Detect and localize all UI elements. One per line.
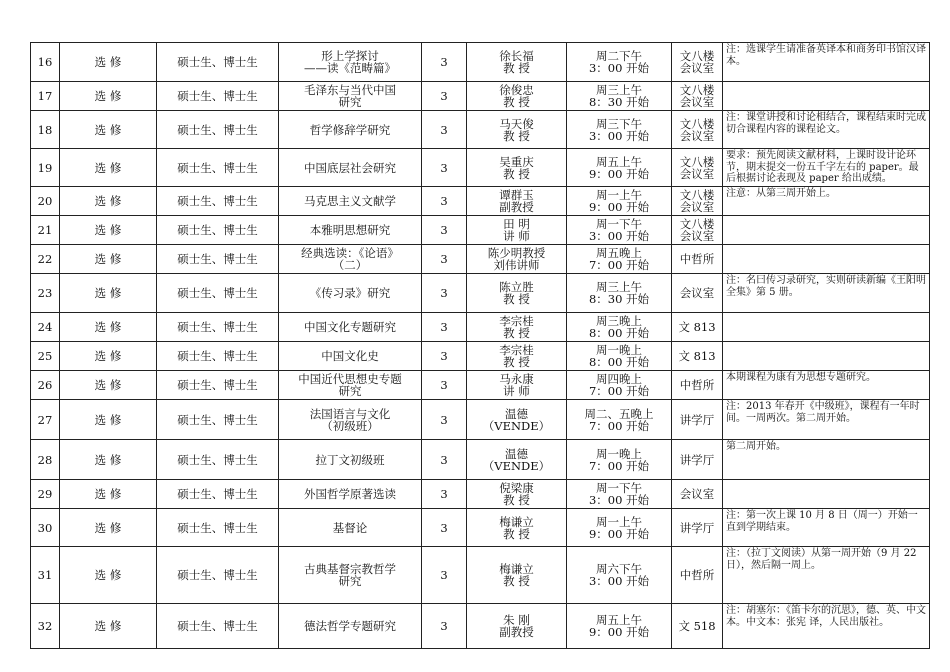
cell-teacher: 谭群玉 副教授	[467, 187, 567, 216]
cell-course-type: 选 修	[60, 111, 157, 149]
cell-time: 周三上午 8：30 开始	[567, 82, 672, 111]
cell-course-type: 选 修	[60, 245, 157, 274]
cell-credits: 3	[422, 440, 467, 480]
cell-credits: 3	[422, 43, 467, 82]
cell-course-name: 中国底层社会研究	[279, 149, 422, 187]
cell-course-type: 选 修	[60, 604, 157, 649]
table-row	[31, 82, 930, 111]
cell-note: 注：胡塞尔：《笛卡尔的沉思》，德、英、中文本。中文本：张宪 译，人民出版社。	[723, 604, 930, 649]
cell-credits: 3	[422, 547, 467, 604]
cell-note: 本期课程为康有为思想专题研究。	[723, 371, 930, 400]
cell-room: 会议室	[672, 274, 723, 313]
cell-credits: 3	[422, 111, 467, 149]
cell-course-type: 选 修	[60, 509, 157, 547]
cell-time: 周一下午 3：00 开始	[567, 480, 672, 509]
cell-row-number: 32	[31, 604, 60, 649]
cell-credits: 3	[422, 274, 467, 313]
cell-teacher: 李宗桂 教 授	[467, 313, 567, 342]
cell-course-type: 选 修	[60, 480, 157, 509]
cell-room: 讲学厅	[672, 440, 723, 480]
cell-teacher: 徐长福 教 授	[467, 43, 567, 82]
table-row	[31, 43, 930, 82]
cell-credits: 3	[422, 313, 467, 342]
cell-note: 注：名曰传习录研究，实则研读新编《王阳明全集》第 5 册。	[723, 274, 930, 313]
cell-course-type: 选 修	[60, 400, 157, 440]
cell-teacher: 梅谦立 教 授	[467, 509, 567, 547]
cell-students: 硕士生、博士生	[157, 149, 279, 187]
cell-time: 周三上午 8：30 开始	[567, 274, 672, 313]
cell-time: 周二、五晚上 7：00 开始	[567, 400, 672, 440]
cell-credits: 3	[422, 82, 467, 111]
cell-row-number: 26	[31, 371, 60, 400]
cell-room: 中哲所	[672, 547, 723, 604]
cell-note	[723, 216, 930, 245]
cell-note: 注：课堂讲授和讨论相结合，课程结束时完成切合课程内容的课程论文。	[723, 111, 930, 149]
cell-credits: 3	[422, 400, 467, 440]
cell-course-type: 选 修	[60, 371, 157, 400]
cell-course-type: 选 修	[60, 313, 157, 342]
cell-students: 硕士生、博士生	[157, 82, 279, 111]
table-row	[31, 313, 930, 342]
cell-room: 文 813	[672, 313, 723, 342]
cell-students: 硕士生、博士生	[157, 342, 279, 371]
cell-credits: 3	[422, 245, 467, 274]
cell-course-name: 中国文化史	[279, 342, 422, 371]
cell-row-number: 20	[31, 187, 60, 216]
cell-credits: 3	[422, 187, 467, 216]
cell-row-number: 31	[31, 547, 60, 604]
table-row	[31, 604, 930, 649]
cell-time: 周六下午 3：00 开始	[567, 547, 672, 604]
table-row	[31, 342, 930, 371]
cell-teacher: 温德 （VENDE）	[467, 400, 567, 440]
cell-teacher: 倪梁康 教 授	[467, 480, 567, 509]
cell-teacher: 梅谦立 教 授	[467, 547, 567, 604]
cell-room: 讲学厅	[672, 400, 723, 440]
cell-time: 周一晚上 8：00 开始	[567, 342, 672, 371]
cell-time: 周五上午 9：00 开始	[567, 604, 672, 649]
table-row	[31, 245, 930, 274]
cell-row-number: 21	[31, 216, 60, 245]
cell-room: 讲学厅	[672, 509, 723, 547]
cell-students: 硕士生、博士生	[157, 547, 279, 604]
table-row	[31, 274, 930, 313]
cell-room: 文 813	[672, 342, 723, 371]
cell-course-type: 选 修	[60, 274, 157, 313]
cell-note: 注：（拉丁文阅读）从第一周开始（9 月 22 日），然后隔一周上。	[723, 547, 930, 604]
cell-course-type: 选 修	[60, 216, 157, 245]
cell-row-number: 17	[31, 82, 60, 111]
cell-note: 注：选课学生请准备英译本和商务印书馆汉译本。	[723, 43, 930, 82]
cell-time: 周一上午 9：00 开始	[567, 509, 672, 547]
cell-room: 文 518	[672, 604, 723, 649]
cell-teacher: 吴重庆 教 授	[467, 149, 567, 187]
cell-row-number: 22	[31, 245, 60, 274]
cell-note: 第二周开始。	[723, 440, 930, 480]
cell-note: 要求：预先阅读文献材料，上课时设计论环节，期末提交一份五千字左右的 paper。最后根据讨论表现及 paper 给出成绩。	[723, 149, 930, 187]
table-row	[31, 547, 930, 604]
cell-course-name: 德法哲学专题研究	[279, 604, 422, 649]
cell-room: 文八楼 会议室	[672, 43, 723, 82]
cell-row-number: 19	[31, 149, 60, 187]
cell-course-name: 马克思主义文献学	[279, 187, 422, 216]
cell-course-name: 外国哲学原著选读	[279, 480, 422, 509]
cell-teacher: 田 明 讲 师	[467, 216, 567, 245]
cell-row-number: 24	[31, 313, 60, 342]
cell-room: 文八楼 会议室	[672, 149, 723, 187]
cell-course-name: 中国文化专题研究	[279, 313, 422, 342]
cell-note: 注：第一次上课 10 月 8 日（周一）开始一直到学期结束。	[723, 509, 930, 547]
cell-time: 周一下午 3：00 开始	[567, 216, 672, 245]
table-row	[31, 111, 930, 149]
table-row	[31, 509, 930, 547]
table-row	[31, 371, 930, 400]
cell-time: 周三晚上 8：00 开始	[567, 313, 672, 342]
cell-students: 硕士生、博士生	[157, 480, 279, 509]
cell-course-name: 经典选读：《论语》 （二）	[279, 245, 422, 274]
cell-teacher: 徐俊忠 教 授	[467, 82, 567, 111]
cell-course-type: 选 修	[60, 440, 157, 480]
cell-credits: 3	[422, 216, 467, 245]
cell-teacher: 陈少明教授 刘伟讲师	[467, 245, 567, 274]
cell-credits: 3	[422, 342, 467, 371]
cell-note	[723, 245, 930, 274]
cell-course-name: 毛泽东与当代中国 研究	[279, 82, 422, 111]
cell-course-name: 中国近代思想史专题 研究	[279, 371, 422, 400]
cell-students: 硕士生、博士生	[157, 43, 279, 82]
cell-row-number: 16	[31, 43, 60, 82]
cell-students: 硕士生、博士生	[157, 245, 279, 274]
cell-course-type: 选 修	[60, 342, 157, 371]
course-schedule-table	[30, 42, 930, 649]
cell-course-name: 形上学探讨 ——读《范畴篇》	[279, 43, 422, 82]
cell-note	[723, 82, 930, 111]
cell-time: 周五晚上 7：00 开始	[567, 245, 672, 274]
cell-time: 周一上午 9：00 开始	[567, 187, 672, 216]
cell-credits: 3	[422, 371, 467, 400]
table-row	[31, 440, 930, 480]
cell-row-number: 29	[31, 480, 60, 509]
cell-course-type: 选 修	[60, 43, 157, 82]
cell-row-number: 27	[31, 400, 60, 440]
cell-credits: 3	[422, 604, 467, 649]
cell-students: 硕士生、博士生	[157, 400, 279, 440]
cell-teacher: 马天俊 教 授	[467, 111, 567, 149]
cell-time: 周三下午 3：00 开始	[567, 111, 672, 149]
cell-students: 硕士生、博士生	[157, 313, 279, 342]
cell-row-number: 25	[31, 342, 60, 371]
cell-students: 硕士生、博士生	[157, 216, 279, 245]
cell-course-type: 选 修	[60, 547, 157, 604]
table-row	[31, 400, 930, 440]
cell-course-name: 基督论	[279, 509, 422, 547]
cell-row-number: 18	[31, 111, 60, 149]
cell-note	[723, 480, 930, 509]
cell-course-name: 《传习录》研究	[279, 274, 422, 313]
cell-room: 文八楼 会议室	[672, 111, 723, 149]
cell-course-type: 选 修	[60, 82, 157, 111]
cell-course-type: 选 修	[60, 187, 157, 216]
table-row	[31, 149, 930, 187]
cell-students: 硕士生、博士生	[157, 604, 279, 649]
table-row	[31, 216, 930, 245]
cell-time: 周四晚上 7：00 开始	[567, 371, 672, 400]
cell-credits: 3	[422, 149, 467, 187]
cell-students: 硕士生、博士生	[157, 187, 279, 216]
cell-room: 文八楼 会议室	[672, 216, 723, 245]
cell-room: 中哲所	[672, 371, 723, 400]
cell-room: 会议室	[672, 480, 723, 509]
cell-students: 硕士生、博士生	[157, 440, 279, 480]
cell-row-number: 23	[31, 274, 60, 313]
cell-teacher: 李宗桂 教 授	[467, 342, 567, 371]
cell-students: 硕士生、博士生	[157, 111, 279, 149]
cell-note: 注意：从第三周开始上。	[723, 187, 930, 216]
cell-teacher: 温德 （VENDE）	[467, 440, 567, 480]
cell-course-type: 选 修	[60, 149, 157, 187]
cell-time: 周二下午 3：00 开始	[567, 43, 672, 82]
cell-students: 硕士生、博士生	[157, 274, 279, 313]
cell-teacher: 朱 刚 副教授	[467, 604, 567, 649]
cell-students: 硕士生、博士生	[157, 509, 279, 547]
cell-course-name: 拉丁文初级班	[279, 440, 422, 480]
cell-teacher: 马永康 讲 师	[467, 371, 567, 400]
cell-note: 注：2013 年春开《中级班》，课程有一年时间。一周两次。第二周开始。	[723, 400, 930, 440]
table-row	[31, 480, 930, 509]
cell-note	[723, 342, 930, 371]
cell-room: 文八楼 会议室	[672, 187, 723, 216]
cell-row-number: 30	[31, 509, 60, 547]
table-body	[31, 43, 930, 649]
table-row	[31, 187, 930, 216]
cell-room: 中哲所	[672, 245, 723, 274]
cell-note	[723, 313, 930, 342]
cell-credits: 3	[422, 509, 467, 547]
cell-course-name: 哲学修辞学研究	[279, 111, 422, 149]
cell-row-number: 28	[31, 440, 60, 480]
cell-students: 硕士生、博士生	[157, 371, 279, 400]
cell-room: 文八楼 会议室	[672, 82, 723, 111]
cell-time: 周五上午 9：00 开始	[567, 149, 672, 187]
cell-time: 周一晚上 7：00 开始	[567, 440, 672, 480]
cell-credits: 3	[422, 480, 467, 509]
cell-course-name: 法国语言与文化 （初级班）	[279, 400, 422, 440]
cell-teacher: 陈立胜 教 授	[467, 274, 567, 313]
cell-course-name: 古典基督宗教哲学 研究	[279, 547, 422, 604]
cell-course-name: 本雅明思想研究	[279, 216, 422, 245]
